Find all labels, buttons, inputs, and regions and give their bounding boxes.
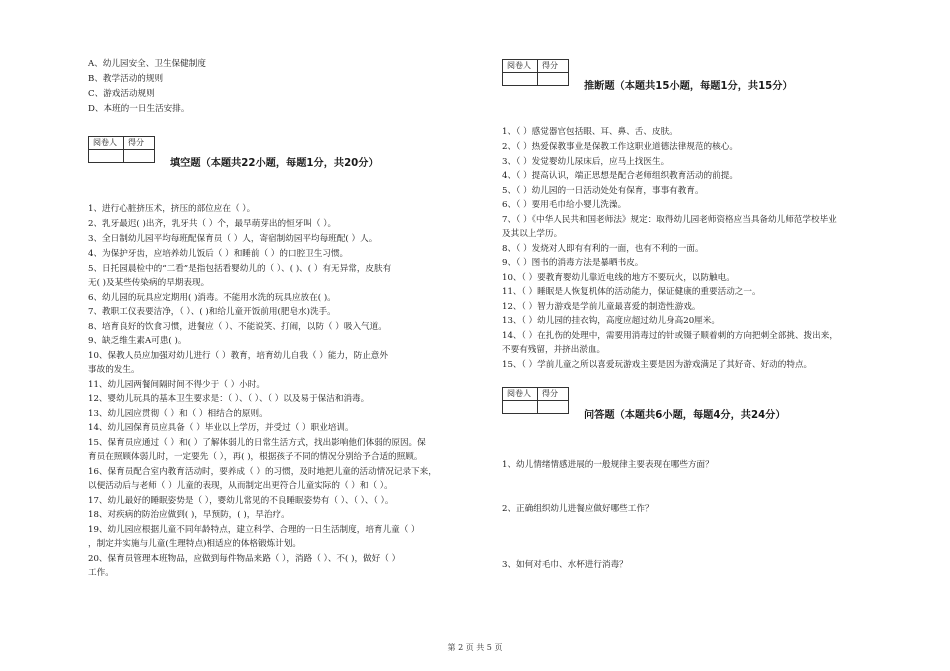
fill-line: 20、保育员管理本班物品，应做到每件物品来路（ ），消路（ ）、不( )，做好（ ） [88, 554, 401, 564]
judge-line: 2、（ ）热爱保教事业是保教工作这职业道德法律规范的核心。 [502, 142, 738, 152]
fill-line: 19、幼儿园应根据儿童不同年龄特点，建立科学、合理的一日生活制度，培育儿童（ ） [88, 525, 420, 535]
fill-line: 10、保教人员应加强对幼儿进行（ ）教育，培育幼儿自我（ ）能力，防止意外 [88, 351, 388, 361]
judge-line: 15、（ ）学前儿童之所以喜爱玩游戏主要是因为游戏满足了其好奇、好动的特点。 [502, 360, 813, 370]
fill-line: 5、日托园晨检中的“二看”是指包括看婴幼儿的（ ）、( )、( ）有无异常，皮肤有 [88, 264, 392, 274]
option-c: C、游戏活动规则 [88, 89, 155, 99]
judge-line: 7、（ ）《中华人民共和国老师法》规定：取得幼儿园老师资格应当具备幼儿师范学校毕业 [502, 215, 837, 225]
fill-line: 13、幼儿园应贯彻（ ）和（ ）相结合的原则。 [88, 409, 268, 419]
fill-line: 9、缺乏维生素A可患( )。 [88, 336, 187, 346]
reviewer-cell[interactable] [503, 401, 538, 414]
fill-line: 11、幼儿园两餐间隔时间不得少于（ ）小时。 [88, 380, 265, 390]
score-cell[interactable] [538, 401, 569, 414]
fill-line: ，制定并实施与儿童(生理特点)相适应的体格锻炼计划。 [88, 539, 301, 549]
reviewer-cell[interactable] [503, 73, 538, 86]
reviewer-label: 阅卷人 [503, 60, 538, 73]
judge-line: 4、（ ）提高认识，端正思想是配合老师组织教育活动的前提。 [502, 171, 738, 181]
option-d: D、本班的一日生活安排。 [88, 104, 190, 114]
option-a: A、幼儿园安全、卫生保健制度 [88, 59, 206, 69]
judge-line: 11、（ ）睡眠是人恢复机体的活动能力，保证健康的重要活动之一。 [502, 287, 761, 297]
judge-line: 13、（ ）幼儿园的挂衣钩，高度应超过幼儿身高20厘米。 [502, 316, 720, 326]
judge-line: 不要有残留，并挤出淤血。 [502, 345, 606, 355]
page-footer: 第 2 页 共 5 页 [447, 643, 503, 652]
judge-line: 3、（ ）发觉婴幼儿尿床后，应马上找医生。 [502, 157, 670, 167]
reviewer-label: 阅卷人 [89, 137, 124, 150]
fill-line: 8、培育良好的饮食习惯，进餐应（ ）、不能说笑、打闹，以防（ ）吸入气道。 [88, 322, 387, 332]
fill-line: 17、幼儿最好的睡眠姿势是（ ），婴幼儿常见的不良睡眠姿势有（ ）、（ ）、（ ）。 [88, 496, 394, 506]
judge-line: 8、（ ）发烧对人即有有利的一面，也有不利的一面。 [502, 244, 704, 254]
reviewer-cell[interactable] [89, 150, 124, 163]
reviewer-label: 阅卷人 [503, 388, 538, 401]
score-cell[interactable] [124, 150, 155, 163]
judge-line: 14、（ ）在扎伤的处理中，需要用消毒过的针或镊子顺着刺的方向把刺全部挑、拨出来， [502, 331, 838, 341]
fill-line: 以便活动后与老师（ ）儿童的表现，从而制定出更符合儿童实际的（ ）和（ ）。 [88, 481, 393, 491]
fill-line: 18、对疾病的防治应做到( )，早预防，( )，早治疗。 [88, 510, 290, 520]
judge-line: 5、（ ）幼儿园的一日活动处处有保育，事事有教育。 [502, 186, 704, 196]
score-label: 得分 [124, 137, 155, 150]
judge-section-title: 推断题（本题共15小题，每题1分，共15分） [584, 81, 793, 92]
fill-line: 15、保育员应通过（ ）和( ）了解体弱儿的日常生活方式，找出影响他们体弱的原因。保 [88, 438, 426, 448]
fill-line: 无( )及某些传染病的早期表现。 [88, 278, 210, 288]
score-box-fill [88, 136, 155, 163]
qa-question: 1、幼儿情绪情感进展的一般规律主要表现在哪些方面？ [502, 460, 714, 470]
fill-line: 2、乳牙最迟( )出齐，乳牙共（ ）个，最早萌芽出的恒牙叫（ ）。 [88, 219, 337, 229]
fill-line: 工作。 [88, 568, 114, 578]
fill-line: 7、教职工仪表要洁净，（ ）、( )和给儿童开饭前用(肥皂水)洗手。 [88, 307, 336, 317]
score-box-qa [502, 387, 569, 414]
score-cell[interactable] [538, 73, 569, 86]
judge-line: 9、（ ）图书的消毒方法是暴晒书皮。 [502, 258, 644, 268]
fill-line: 1、进行心脏挤压术，挤压的部位应在（ ）。 [88, 204, 256, 214]
score-box-judge [502, 59, 569, 86]
fill-line: 事故的发生。 [88, 365, 140, 375]
fill-line: 6、幼儿园的玩具应定期用( )消毒。不能用水洗的玩具应放在( )。 [88, 293, 336, 303]
judge-line: 6、（ ）要用毛巾给小婴儿洗澡。 [502, 200, 627, 210]
option-b: B、教学活动的规则 [88, 74, 164, 84]
judge-line: 1、（ ）感觉器官包括眼、耳、鼻、舌、皮肤。 [502, 127, 678, 137]
judge-line: 12、（ ）智力游戏是学前儿童最喜爱的制造性游戏。 [502, 302, 701, 312]
fill-line: 育员在照顾体弱儿时，一定要先（ ），再( )，根据孩子不同的情况分别给予合适的照顾。 [88, 452, 423, 462]
qa-question: 2、正确组织幼儿进餐应做好哪些工作？ [502, 504, 654, 514]
fill-section-title: 填空题（本题共22小题，每题1分，共20分） [170, 158, 379, 169]
judge-line: 及其以上学历。 [502, 229, 563, 239]
judge-line: 10、（ ）要教育婴幼儿靠近电线的地方不要玩火，以防触电。 [502, 273, 735, 283]
qa-question: 3、如何对毛巾、水杯进行消毒？ [502, 560, 628, 570]
score-label: 得分 [538, 60, 569, 73]
qa-section-title: 问答题（本题共6小题，每题4分，共24分） [584, 410, 786, 421]
fill-line: 16、保育员配合室内教育活动时，要养成（ ）的习惯，及时地把儿童的活动情况记录下来， [88, 467, 437, 477]
fill-line: 3、全日制幼儿园平均每班配保育员（ ）人，寄宿制幼园平均每班配( ）人。 [88, 234, 378, 244]
fill-line: 14、幼儿园保育员应具备（ ）毕业以上学历，并受过（ ）职业培训。 [88, 423, 354, 433]
fill-line: 4、为保护牙齿，应培养幼儿饭后（ ）和睡前（ ）的口腔卫生习惯。 [88, 249, 349, 259]
fill-line: 12、婴幼儿玩具的基本卫生要求是：（ ）、（ ）、（ ）以及易于保洁和消毒。 [88, 394, 370, 404]
score-label: 得分 [538, 388, 569, 401]
